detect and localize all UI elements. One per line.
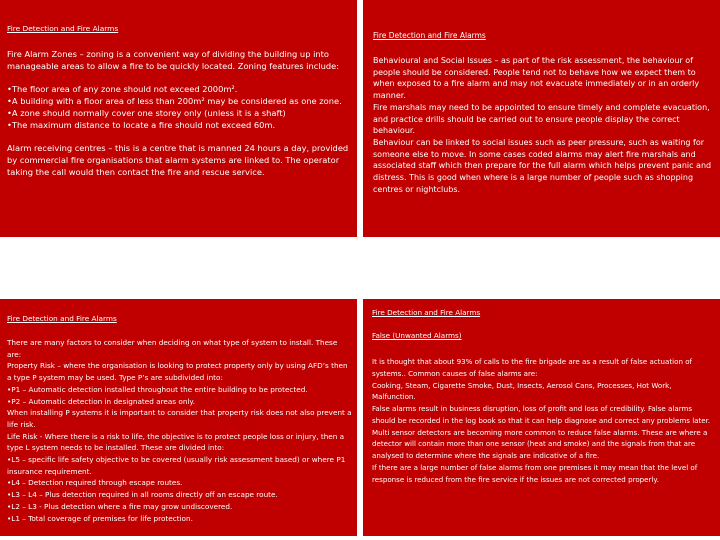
bullet-item: •A zone should normally cover one storey only (unless it is a shaft) [7, 107, 286, 118]
slide-fire-alarm-zones [0, 0, 357, 237]
slide-title: Fire Detection and Fire Alarms [7, 24, 119, 33]
body-paragraph: Cooking, Steam, Cigarette Smoke, Dust, Insects, Aerosol Cans, Processes, Hot Work, Malfunction. [372, 380, 672, 402]
bullet-item: •The maximum distance to locate a fire should not exceed 60m. [7, 119, 276, 130]
slide-title: Fire Detection and Fire Alarms [373, 31, 486, 40]
bullet-item: •A building with a floor area of less than 200m² may be considered as one zone. [7, 96, 342, 107]
body-line: When installing P systems it is important to consider that property risk does not also prevent a life risk. [7, 408, 352, 429]
body-paragraph: False alarms result in business disruption, loss of profit and loss of credibility. False alarms should be recorded in the log book so that it can help diagnose and correct any problems later. [372, 404, 711, 425]
slide-body [7, 49, 351, 178]
slide-title: Fire Detection and Fire Alarms [372, 308, 481, 317]
bullet-item: •L1 – Total coverage of premises for life protection. [7, 513, 193, 523]
body-paragraph: If there are a large number of false alarms from one premises it may mean that the level of response is reduced from the fire service if the issues are not corrected properly. [372, 462, 698, 484]
body-paragraph: Fire marshals may need to be appointed to ensure timely and complete evacuation, and practice drills should be carried out to ensure people display the correct behaviour. [373, 102, 710, 136]
bullet-item: •L2 – L3 - Plus detection where a fire may grow undiscovered. [7, 501, 233, 511]
closing-paragraph: Alarm receiving centres – this is a centre that is manned 24 hours a day, provided by commercial fire organisations that alarm systems are linked to. The operator taking the call would then contact the fire and rescue service. [7, 143, 349, 177]
body-paragraph: Behavioural and Social Issues – as part of the risk assessment, the behaviour of people should be considered. People tend not to behave how we expect them to when exposed to a fire alarm and may not evacuate immediately or in an orderly manner. [373, 56, 700, 101]
slide-system-types [0, 299, 357, 536]
slide-body [372, 356, 716, 485]
body-line: Life Risk - Where there is a risk to life, the objective is to protect people loss or injury, then a type L system needs to be installed. These are divided into: [7, 431, 345, 453]
bullet-item: •P1 – Automatic detection installed throughout the entire building to be protected. [7, 384, 308, 394]
body-paragraph: Multi sensor detectors are becoming more common to reduce false alarms. These are where a detector will contain more than one sensor (heat and smoke) and the signals from that are analysed to determine where the signals are indicative of a fire. [372, 427, 708, 460]
body-line: Property Risk – where the organisation is looking to protect property only by using AFD’s then a type P system may be used. Type P’s are subdivided into: [7, 361, 348, 383]
body-line: There are many factors to consider when deciding on what type of system to install. These are: [7, 338, 338, 359]
bullet-item: •L5 – specific life safety objective to be covered (usually risk assessment based) or where P1 insurance requirement. [7, 455, 346, 476]
body-paragraph: Behaviour can be linked to social issues such as peer pressure, such as waiting for someone else to move. In some cases coded alarms may alert fire marshals and associated staff which then prepare for the full alarm which helps prevent panic and distress. This is good when where is a large number of people such as shopping centres or nightclubs. [373, 137, 712, 194]
bullet-item: •P2 – Automatic detection in designated areas only. [7, 396, 195, 406]
slide-body [373, 55, 715, 195]
intro-paragraph: Fire Alarm Zones – zoning is a convenient way of dividing the building up into manageable areas to allow a fire to be quickly located. Zoning features include: [7, 49, 340, 71]
slide-false-alarms [363, 299, 720, 536]
bullet-item: •The floor area of any zone should not exceed 2000m². [7, 84, 238, 95]
body-paragraph: It is thought that about 93% of calls to the fire brigade are as a result of false actuation of systems.. Common causes of false alarms are: [372, 357, 693, 378]
bullet-item: •L4 – Detection required through escape routes. [7, 478, 183, 488]
slide-title: Fire Detection and Fire Alarms [7, 314, 117, 323]
slide-body [7, 337, 353, 524]
slide-behavioural-issues [363, 0, 720, 237]
bullet-item: •L3 – L4 – Plus detection required in all rooms directly off an escape route. [7, 490, 278, 500]
slide-subtitle: False (Unwanted Alarms) [372, 331, 462, 340]
